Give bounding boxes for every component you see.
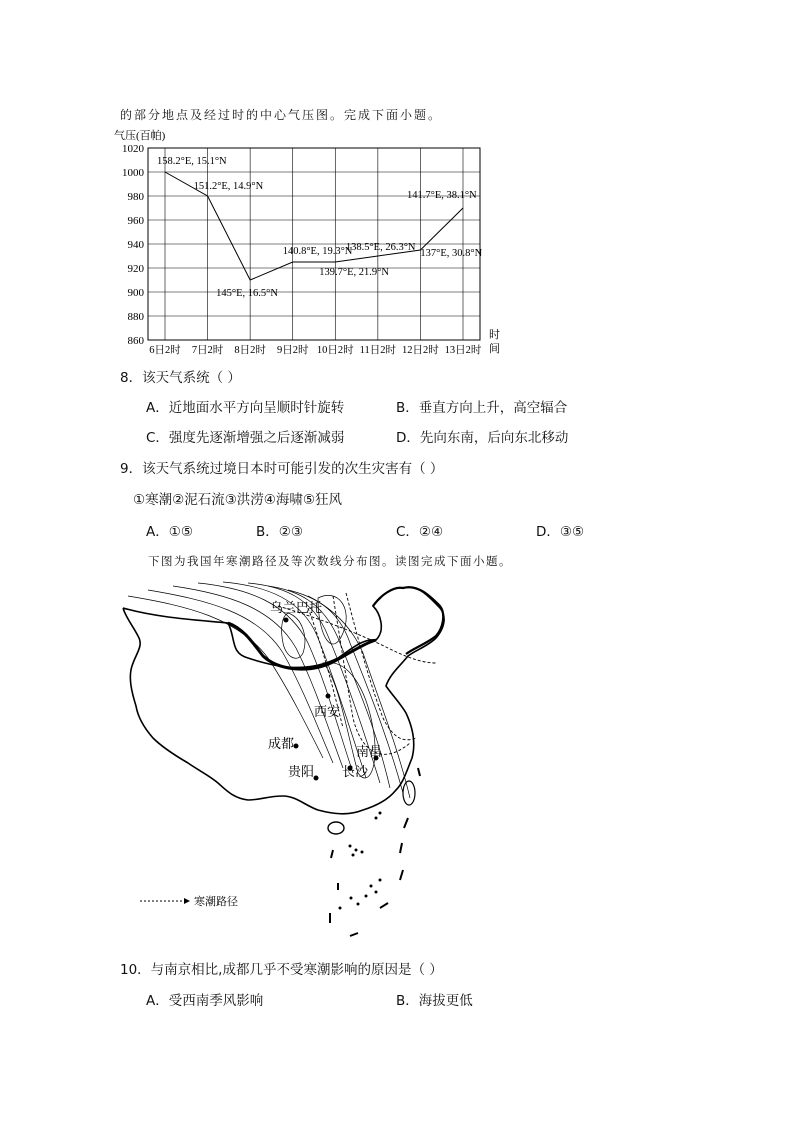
y-tick-label: 1000 — [122, 167, 144, 179]
y-tick-label: 960 — [127, 215, 144, 227]
intro-text: 的部分地点及经过时的中心气压图。完成下面小题。 — [120, 108, 443, 122]
city-nanchang: 南昌 — [356, 745, 383, 760]
x-tick-labels — [149, 343, 482, 356]
south-sea-islands — [339, 812, 382, 910]
chart-grid — [148, 148, 483, 340]
x-tick-label: 11日2时 — [359, 345, 397, 356]
point-label: 139.7°E, 21.9°N — [319, 267, 389, 278]
chart-ylabel: 气压(百帕) — [114, 130, 166, 142]
q10-option-b[interactable]: B．海拔更低 — [396, 993, 473, 1009]
legend-arrow — [184, 898, 190, 904]
xlabel-bottom: 间 — [489, 343, 500, 355]
point-label: 140.8°E, 19.3°N — [282, 246, 353, 257]
y-tick-label: 920 — [127, 263, 144, 275]
y-tick-label: 1020 — [122, 143, 144, 155]
point-labels — [157, 156, 483, 299]
city-wulanbatuo: 乌兰巴托 — [270, 601, 323, 616]
q8-stem: 8．该天气系统（ ） — [120, 370, 241, 386]
q9-option-b[interactable]: B．②③ — [256, 524, 303, 540]
point-label: 141.7°E, 38.1°N — [407, 190, 477, 201]
cold-wave-map — [118, 578, 458, 946]
q8-option-a[interactable]: A．近地面水平方向呈顺时针旋转 — [146, 400, 345, 416]
xlabel-top: 时 — [489, 329, 500, 341]
point-label: 158.2°E, 15.1°N — [157, 156, 227, 167]
x-tick-label: 8日2时 — [234, 345, 266, 356]
x-tick-label: 6日2时 — [149, 345, 181, 356]
q8-option-b[interactable]: B．垂直方向上升，高空辐合 — [396, 400, 568, 416]
city-chengdu: 成都 — [268, 737, 295, 752]
q8-option-d[interactable]: D．先向东南，后向东北移动 — [396, 430, 569, 446]
y-tick-labels — [122, 143, 145, 347]
x-tick-label: 9日2时 — [276, 345, 309, 356]
q9-option-a[interactable]: A．①⑤ — [146, 524, 193, 540]
city-guiyang: 贵阳 — [288, 765, 315, 780]
y-tick-label: 880 — [127, 311, 144, 323]
x-tick-label: 13日2时 — [444, 345, 482, 356]
point-label: 145°E, 16.5°N — [216, 288, 278, 299]
q9-items: ①寒潮②泥石流③洪涝④海啸⑤狂风 — [133, 492, 343, 508]
q9-option-c[interactable]: C．②④ — [396, 524, 444, 540]
hainan-island — [328, 822, 344, 834]
x-tick-label: 7日2时 — [191, 345, 224, 356]
point-label: 137°E, 30.8°N — [420, 248, 483, 259]
y-tick-label: 940 — [127, 239, 144, 251]
city-xian: 西安 — [314, 705, 341, 720]
pressure-chart — [110, 125, 510, 360]
mongolia-border — [228, 623, 376, 669]
y-tick-label: 900 — [127, 287, 144, 299]
q10-stem: 10．与南京相比,成都几乎不受寒潮影响的原因是（ ） — [120, 962, 443, 978]
nine-dash-line — [330, 768, 420, 936]
map-intro: 下图为我国年寒潮路径及等次数线分布图。读图完成下面小题。 — [148, 554, 512, 568]
city-changsha: 长沙 — [342, 765, 369, 780]
x-tick-label: 10日2时 — [316, 345, 354, 356]
y-tick-label: 980 — [127, 191, 144, 203]
northeast-border — [373, 587, 443, 654]
y-tick-label: 860 — [127, 335, 144, 347]
point-label: 151.2°E, 14.9°N — [193, 181, 264, 192]
x-tick-label: 12日2时 — [402, 345, 439, 356]
q9-stem: 9．该天气系统过境日本时可能引发的次生灾害有（ ） — [120, 461, 444, 477]
legend-label: 寒潮路径 — [194, 896, 238, 908]
q8-option-c[interactable]: C．强度先逐渐增强之后逐渐减弱 — [146, 430, 345, 446]
q9-option-d[interactable]: D．③⑤ — [536, 524, 585, 540]
country-border — [123, 587, 444, 814]
point-label: 138.5°E, 26.3°N — [345, 242, 416, 253]
q10-option-a[interactable]: A．受西南季风影响 — [146, 993, 264, 1009]
